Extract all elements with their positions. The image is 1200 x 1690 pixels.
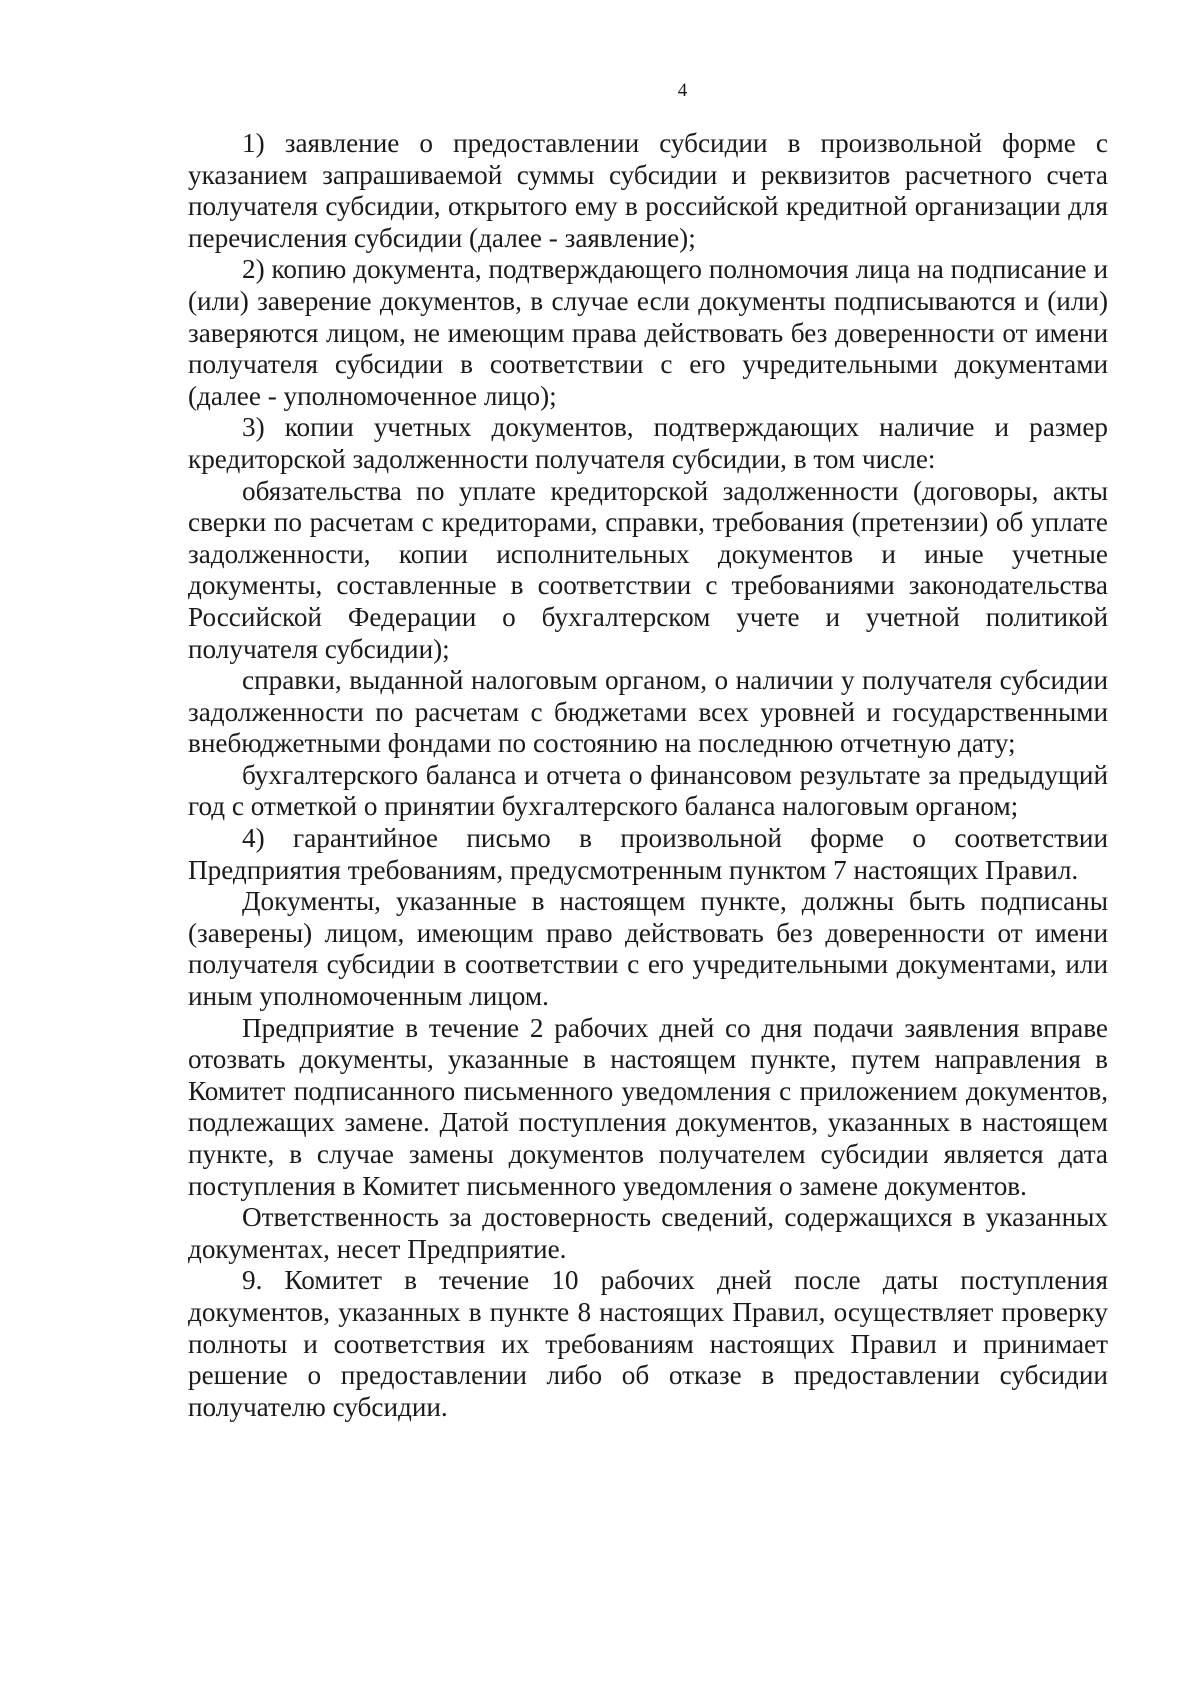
- paragraph-balance-sheet: бухгалтерского баланса и отчета о финансовом результате за предыдущий год с отметкой о принятии бухгалтерского баланса налоговым органом;: [188, 759, 1108, 822]
- page-number: 4: [677, 80, 688, 101]
- paragraph-item-3: 3) копии учетных документов, подтверждающих наличие и размер кредиторской задолженности получателя субсидии, в том числе:: [188, 412, 1108, 474]
- document-body: [188, 128, 1108, 1423]
- paragraph-signing: Документы, указанные в настоящем пункте, должны быть подписаны (заверены) лицом, имеющим право действовать без доверенности от имени получателя субсидии в соответствии с его учредительными документами, или иным уполномоченным лицом.: [188, 886, 1108, 1012]
- paragraph-withdrawal: Предприятие в течение 2 рабочих дней со дня подачи заявления вправе отозвать документы, указанные в настоящем пункте, путем направления в Комитет подписанного письменного уведомления с приложением документов, подлежащих замене. Датой поступления документов, указанных в настоящем пункте, в случае замены документов получателем субсидии является дата поступления в Комитет письменного уведомления о замене документов.: [188, 1012, 1108, 1201]
- paragraph-clause-9: 9. Комитет в течение 10 рабочих дней после даты поступления документов, указанных в пункте 8 настоящих Правил, осуществляет проверку полноты и соответствия их требованиям настоящих Правил и принимает решение о предоставлении либо об отказе в предоставлении субсидии получателю субсидии.: [188, 1265, 1108, 1422]
- paragraph-obligations: обязательства по уплате кредиторской задолженности (договоры, акты сверки по расчетам с кредиторами, справки, требования (претензии) об уплате задолженности, копии исполнительных документов и иные учетные документы, составленные в соответствии с требованиями законодательства Российской Федерации о бухгалтерском учете и учетной политикой получателя субсидии);: [188, 475, 1108, 664]
- paragraph-item-4: 4) гарантийное письмо в произвольной форме о соответствии Предприятия требованиям, предусмотренным пунктом 7 настоящих Правил.: [188, 823, 1108, 885]
- paragraph-responsibility: Ответственность за достоверность сведений, содержащихся в указанных документах, несет Предприятие.: [188, 1202, 1108, 1264]
- paragraph-item-2: 2) копию документа, подтверждающего полномочия лица на подписание и (или) заверение документов, в случае если документы подписываются и (или) заверяются лицом, не имеющим права действовать без доверенности от имени получателя субсидии в соответствии с его учредительными документами (далее - уполномоченное лицо);: [188, 254, 1108, 411]
- paragraph-tax-certificate: справки, выданной налоговым органом, о наличии у получателя субсидии задолженности по расчетам с бюджетами всех уровней и государственными внебюджетными фондами по состоянию на последнюю отчетную дату;: [188, 665, 1108, 759]
- paragraph-item-1: 1) заявление о предоставлении субсидии в произвольной форме с указанием запрашиваемой суммы субсидии и реквизитов расчетного счета получателя субсидии, открытого ему в российской кредитной организации для перечисления субсидии (далее - заявление);: [188, 128, 1108, 253]
